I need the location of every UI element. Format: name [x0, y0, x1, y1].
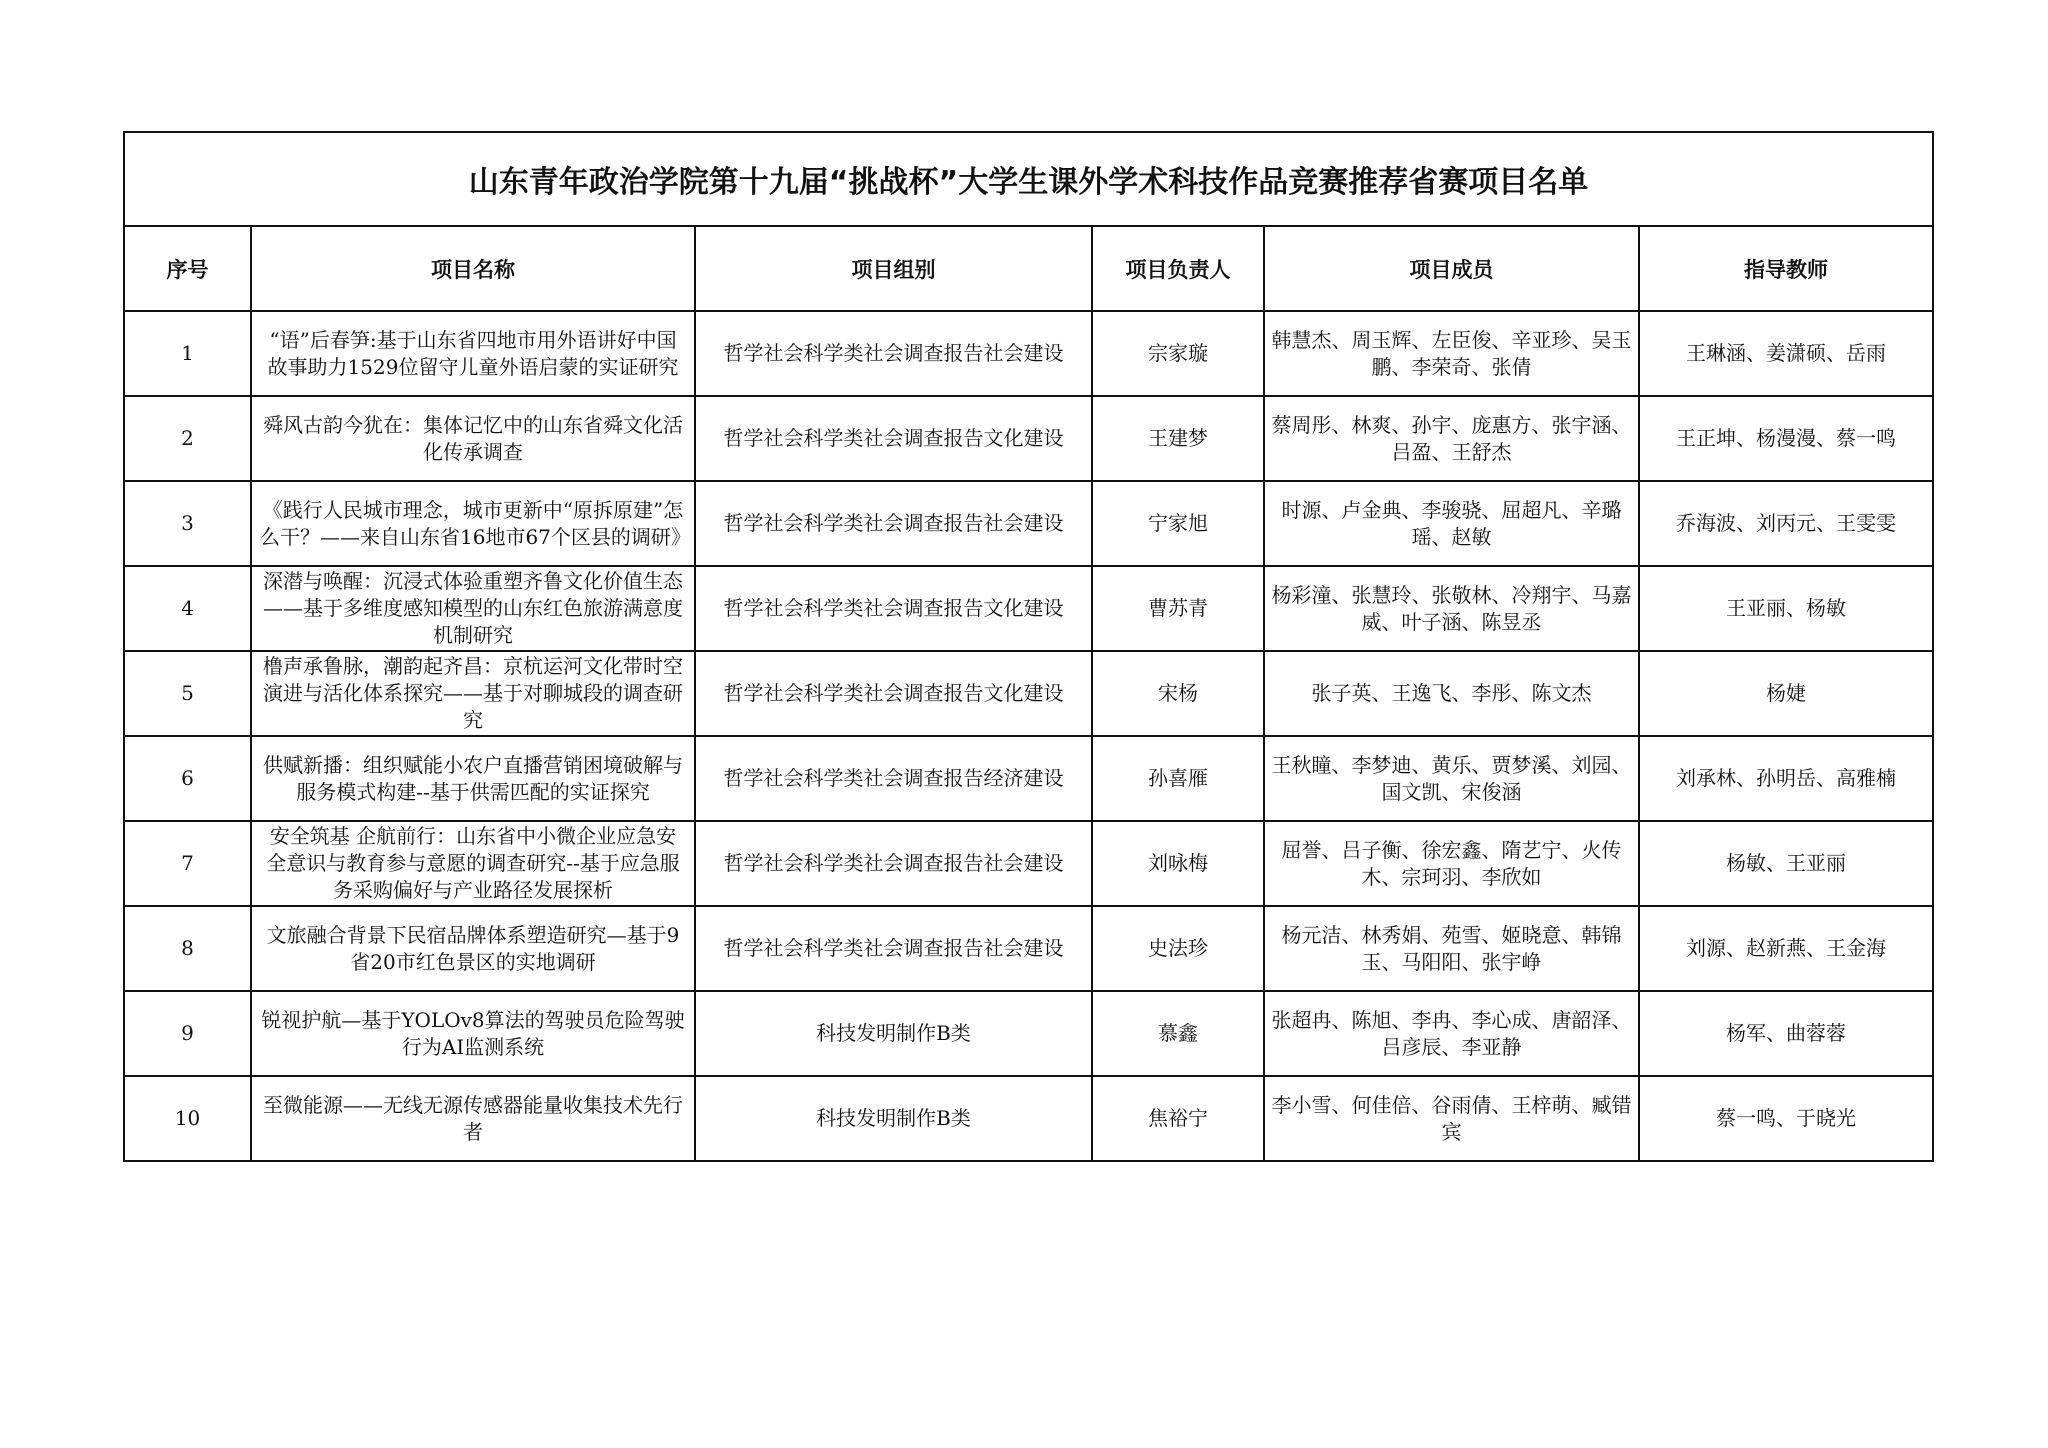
cell-name: 橹声承鲁脉，潮韵起齐昌：京杭运河文化带时空演进与活化体系探究——基于对聊城段的调查研究: [251, 651, 695, 736]
cell-teacher: 王亚丽、杨敏: [1639, 566, 1933, 651]
cell-group: 科技发明制作B类: [695, 1076, 1092, 1161]
cell-lead: 宗家璇: [1092, 311, 1264, 396]
cell-lead: 刘咏梅: [1092, 821, 1264, 906]
table-row: [124, 481, 1933, 566]
cell-group: 哲学社会科学类社会调查报告社会建设: [695, 821, 1092, 906]
cell-group: 哲学社会科学类社会调查报告社会建设: [695, 906, 1092, 991]
cell-lead: 慕鑫: [1092, 991, 1264, 1076]
cell-lead: 焦裕宁: [1092, 1076, 1264, 1161]
column-header-members: 项目成员: [1264, 226, 1639, 311]
cell-teacher: 蔡一鸣、于晓光: [1639, 1076, 1933, 1161]
cell-name: 锐视护航—基于YOLOv8算法的驾驶员危险驾驶行为AI监测系统: [251, 991, 695, 1076]
cell-group: 科技发明制作B类: [695, 991, 1092, 1076]
cell-name: 供赋新播：组织赋能小农户直播营销困境破解与服务模式构建--基于供需匹配的实证探究: [251, 736, 695, 821]
cell-name: 至微能源——无线无源传感器能量收集技术先行者: [251, 1076, 695, 1161]
cell-group: 哲学社会科学类社会调查报告社会建设: [695, 481, 1092, 566]
cell-seq: 3: [124, 481, 251, 566]
header-row: [124, 226, 1933, 311]
column-header-name: 项目名称: [251, 226, 695, 311]
cell-seq: 6: [124, 736, 251, 821]
cell-lead: 曹苏青: [1092, 566, 1264, 651]
cell-members: 张子英、王逸飞、李彤、陈文杰: [1264, 651, 1639, 736]
cell-seq: 9: [124, 991, 251, 1076]
cell-members: 王秋瞳、李梦迪、黄乐、贾梦溪、刘园、国文凯、宋俊涵: [1264, 736, 1639, 821]
cell-name: 《践行人民城市理念，城市更新中“原拆原建”怎么干？——来自山东省16地市67个区县的调研》: [251, 481, 695, 566]
cell-teacher: 杨军、曲蓉蓉: [1639, 991, 1933, 1076]
cell-members: 蔡周彤、林爽、孙宇、庞惠方、张宇涵、吕盈、王舒杰: [1264, 396, 1639, 481]
cell-members: 李小雪、何佳倍、谷雨倩、王梓萌、臧错宾: [1264, 1076, 1639, 1161]
cell-group: 哲学社会科学类社会调查报告文化建设: [695, 566, 1092, 651]
cell-name: “语”后春笋:基于山东省四地市用外语讲好中国故事助力1529位留守儿童外语启蒙的实证研究: [251, 311, 695, 396]
cell-group: 哲学社会科学类社会调查报告文化建设: [695, 396, 1092, 481]
cell-teacher: 刘源、赵新燕、王金海: [1639, 906, 1933, 991]
cell-members: 张超冉、陈旭、李冉、李心成、唐韶泽、吕彦辰、李亚静: [1264, 991, 1639, 1076]
cell-lead: 孙喜雁: [1092, 736, 1264, 821]
cell-group: 哲学社会科学类社会调查报告经济建设: [695, 736, 1092, 821]
cell-lead: 宁家旭: [1092, 481, 1264, 566]
column-header-seq: 序号: [124, 226, 251, 311]
column-header-teacher: 指导教师: [1639, 226, 1933, 311]
table-title: 山东青年政治学院第十九届“挑战杯”大学生课外学术科技作品竞赛推荐省赛项目名单: [124, 132, 1933, 226]
cell-seq: 1: [124, 311, 251, 396]
cell-teacher: 王正坤、杨漫漫、蔡一鸣: [1639, 396, 1933, 481]
cell-seq: 7: [124, 821, 251, 906]
cell-teacher: 乔海波、刘丙元、王雯雯: [1639, 481, 1933, 566]
cell-seq: 10: [124, 1076, 251, 1161]
table-row: [124, 1076, 1933, 1161]
cell-members: 韩慧杰、周玉辉、左臣俊、辛亚珍、吴玉鹏、李荣奇、张倩: [1264, 311, 1639, 396]
table-row: [124, 821, 1933, 906]
cell-name: 文旅融合背景下民宿品牌体系塑造研究—基于9省20市红色景区的实地调研: [251, 906, 695, 991]
cell-members: 杨元洁、林秀娟、苑雪、姬晓意、韩锦玉、马阳阳、张宇峥: [1264, 906, 1639, 991]
cell-name: 深潜与唤醒：沉浸式体验重塑齐鲁文化价值生态——基于多维度感知模型的山东红色旅游满意度机制研究: [251, 566, 695, 651]
cell-seq: 5: [124, 651, 251, 736]
table-row: [124, 651, 1933, 736]
table-row: [124, 906, 1933, 991]
cell-seq: 2: [124, 396, 251, 481]
cell-members: 杨彩潼、张慧玲、张敬林、冷翔宇、马嘉威、叶子涵、陈昱丞: [1264, 566, 1639, 651]
table-row: [124, 566, 1933, 651]
cell-name: 舜风古韵今犹在：集体记忆中的山东省舜文化活化传承调查: [251, 396, 695, 481]
cell-seq: 4: [124, 566, 251, 651]
cell-teacher: 杨敏、王亚丽: [1639, 821, 1933, 906]
cell-name: 安全筑基 企航前行：山东省中小微企业应急安全意识与教育参与意愿的调查研究--基于应急服务采购偏好与产业路径发展探析: [251, 821, 695, 906]
cell-teacher: 杨婕: [1639, 651, 1933, 736]
cell-lead: 宋杨: [1092, 651, 1264, 736]
table-row: [124, 311, 1933, 396]
cell-members: 屈誉、吕子衡、徐宏鑫、隋艺宁、火传木、宗珂羽、李欣如: [1264, 821, 1639, 906]
cell-lead: 史法珍: [1092, 906, 1264, 991]
cell-teacher: 刘承林、孙明岳、高雅楠: [1639, 736, 1933, 821]
cell-group: 哲学社会科学类社会调查报告文化建设: [695, 651, 1092, 736]
table-row: [124, 736, 1933, 821]
cell-members: 时源、卢金典、李骏骁、屈超凡、辛璐瑶、赵敏: [1264, 481, 1639, 566]
cell-group: 哲学社会科学类社会调查报告社会建设: [695, 311, 1092, 396]
column-header-group: 项目组别: [695, 226, 1092, 311]
table-row: [124, 991, 1933, 1076]
project-list-table: [123, 131, 1934, 1162]
column-header-lead: 项目负责人: [1092, 226, 1264, 311]
table-row: [124, 396, 1933, 481]
cell-seq: 8: [124, 906, 251, 991]
cell-teacher: 王琳涵、姜潇硕、岳雨: [1639, 311, 1933, 396]
cell-lead: 王建梦: [1092, 396, 1264, 481]
